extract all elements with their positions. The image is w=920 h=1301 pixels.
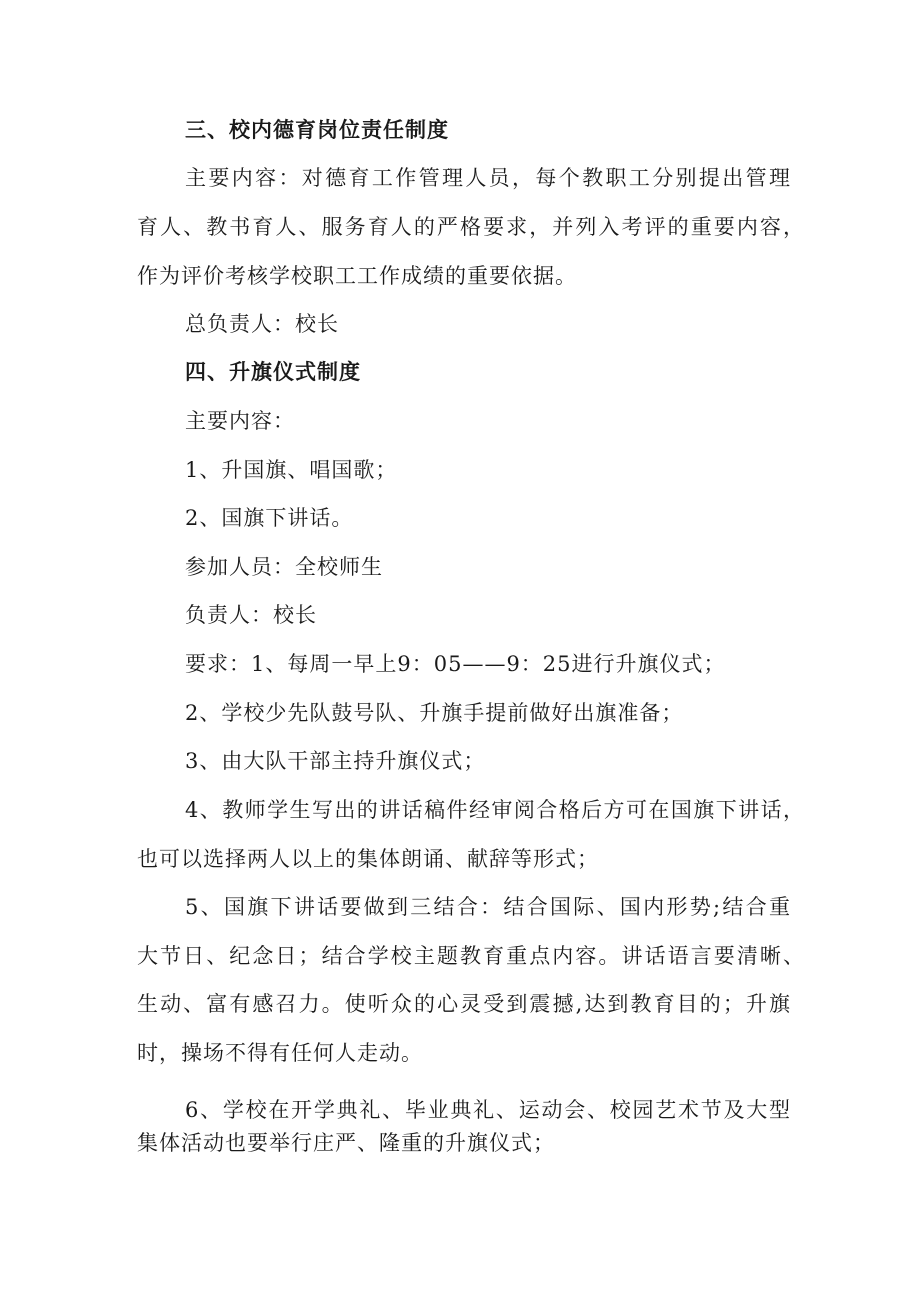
requirement-line: 3、由大队干部主持升旗仪式；: [185, 749, 486, 773]
list-item: 2、国旗下讲话。: [185, 506, 354, 530]
paragraph-line: 负责人：校长: [185, 603, 317, 627]
paragraph-line: 作为评价考核学校职工工作成绩的重要依据。: [137, 264, 577, 288]
section-heading-4: 四、升旗仪式制度: [185, 360, 361, 384]
paragraph-line: 参加人员：全校师生: [185, 555, 383, 579]
requirement-line: 要求：1、每周一早上9：05——9：25进行升旗仪式；: [185, 652, 726, 676]
requirement-line: 4、教师学生写出的讲话稿件经审阅合格后方可在国旗下讲话，: [185, 798, 805, 822]
section-heading-3: 三、校内德育岗位责任制度: [185, 118, 449, 142]
paragraph-line: 育人、教书育人、服务育人的严格要求，并列入考评的重要内容，: [137, 215, 805, 239]
paragraph-line: 也可以选择两人以上的集体朗诵、献辞等形式；: [137, 847, 599, 871]
paragraph-line: 主要内容：对德育工作管理人员，每个教职工分别提出管理: [185, 166, 791, 190]
list-item: 1、升国旗、唱国歌；: [185, 458, 398, 482]
paragraph-line: 时，操场不得有任何人走动。: [137, 1041, 423, 1065]
paragraph-line: 生动、富有感召力。使听众的心灵受到震撼,达到教育目的；升旗: [137, 992, 791, 1016]
requirement-line: 6、学校在开学典礼、毕业典礼、运动会、校园艺术节及大型: [185, 1098, 791, 1122]
paragraph-line: 集体活动也要举行庄严、隆重的升旗仪式；: [137, 1131, 555, 1155]
paragraph-line: 大节日、纪念日；结合学校主题教育重点内容。讲话语言要清晰、: [137, 944, 805, 968]
paragraph-line: 主要内容：: [185, 409, 295, 433]
requirement-line: 2、学校少先队鼓号队、升旗手提前做好出旗准备；: [185, 701, 684, 725]
responsible-person-line: 总负责人：校长: [185, 312, 339, 336]
requirement-line: 5、国旗下讲话要做到三结合：结合国际、国内形势;结合重: [185, 895, 791, 919]
